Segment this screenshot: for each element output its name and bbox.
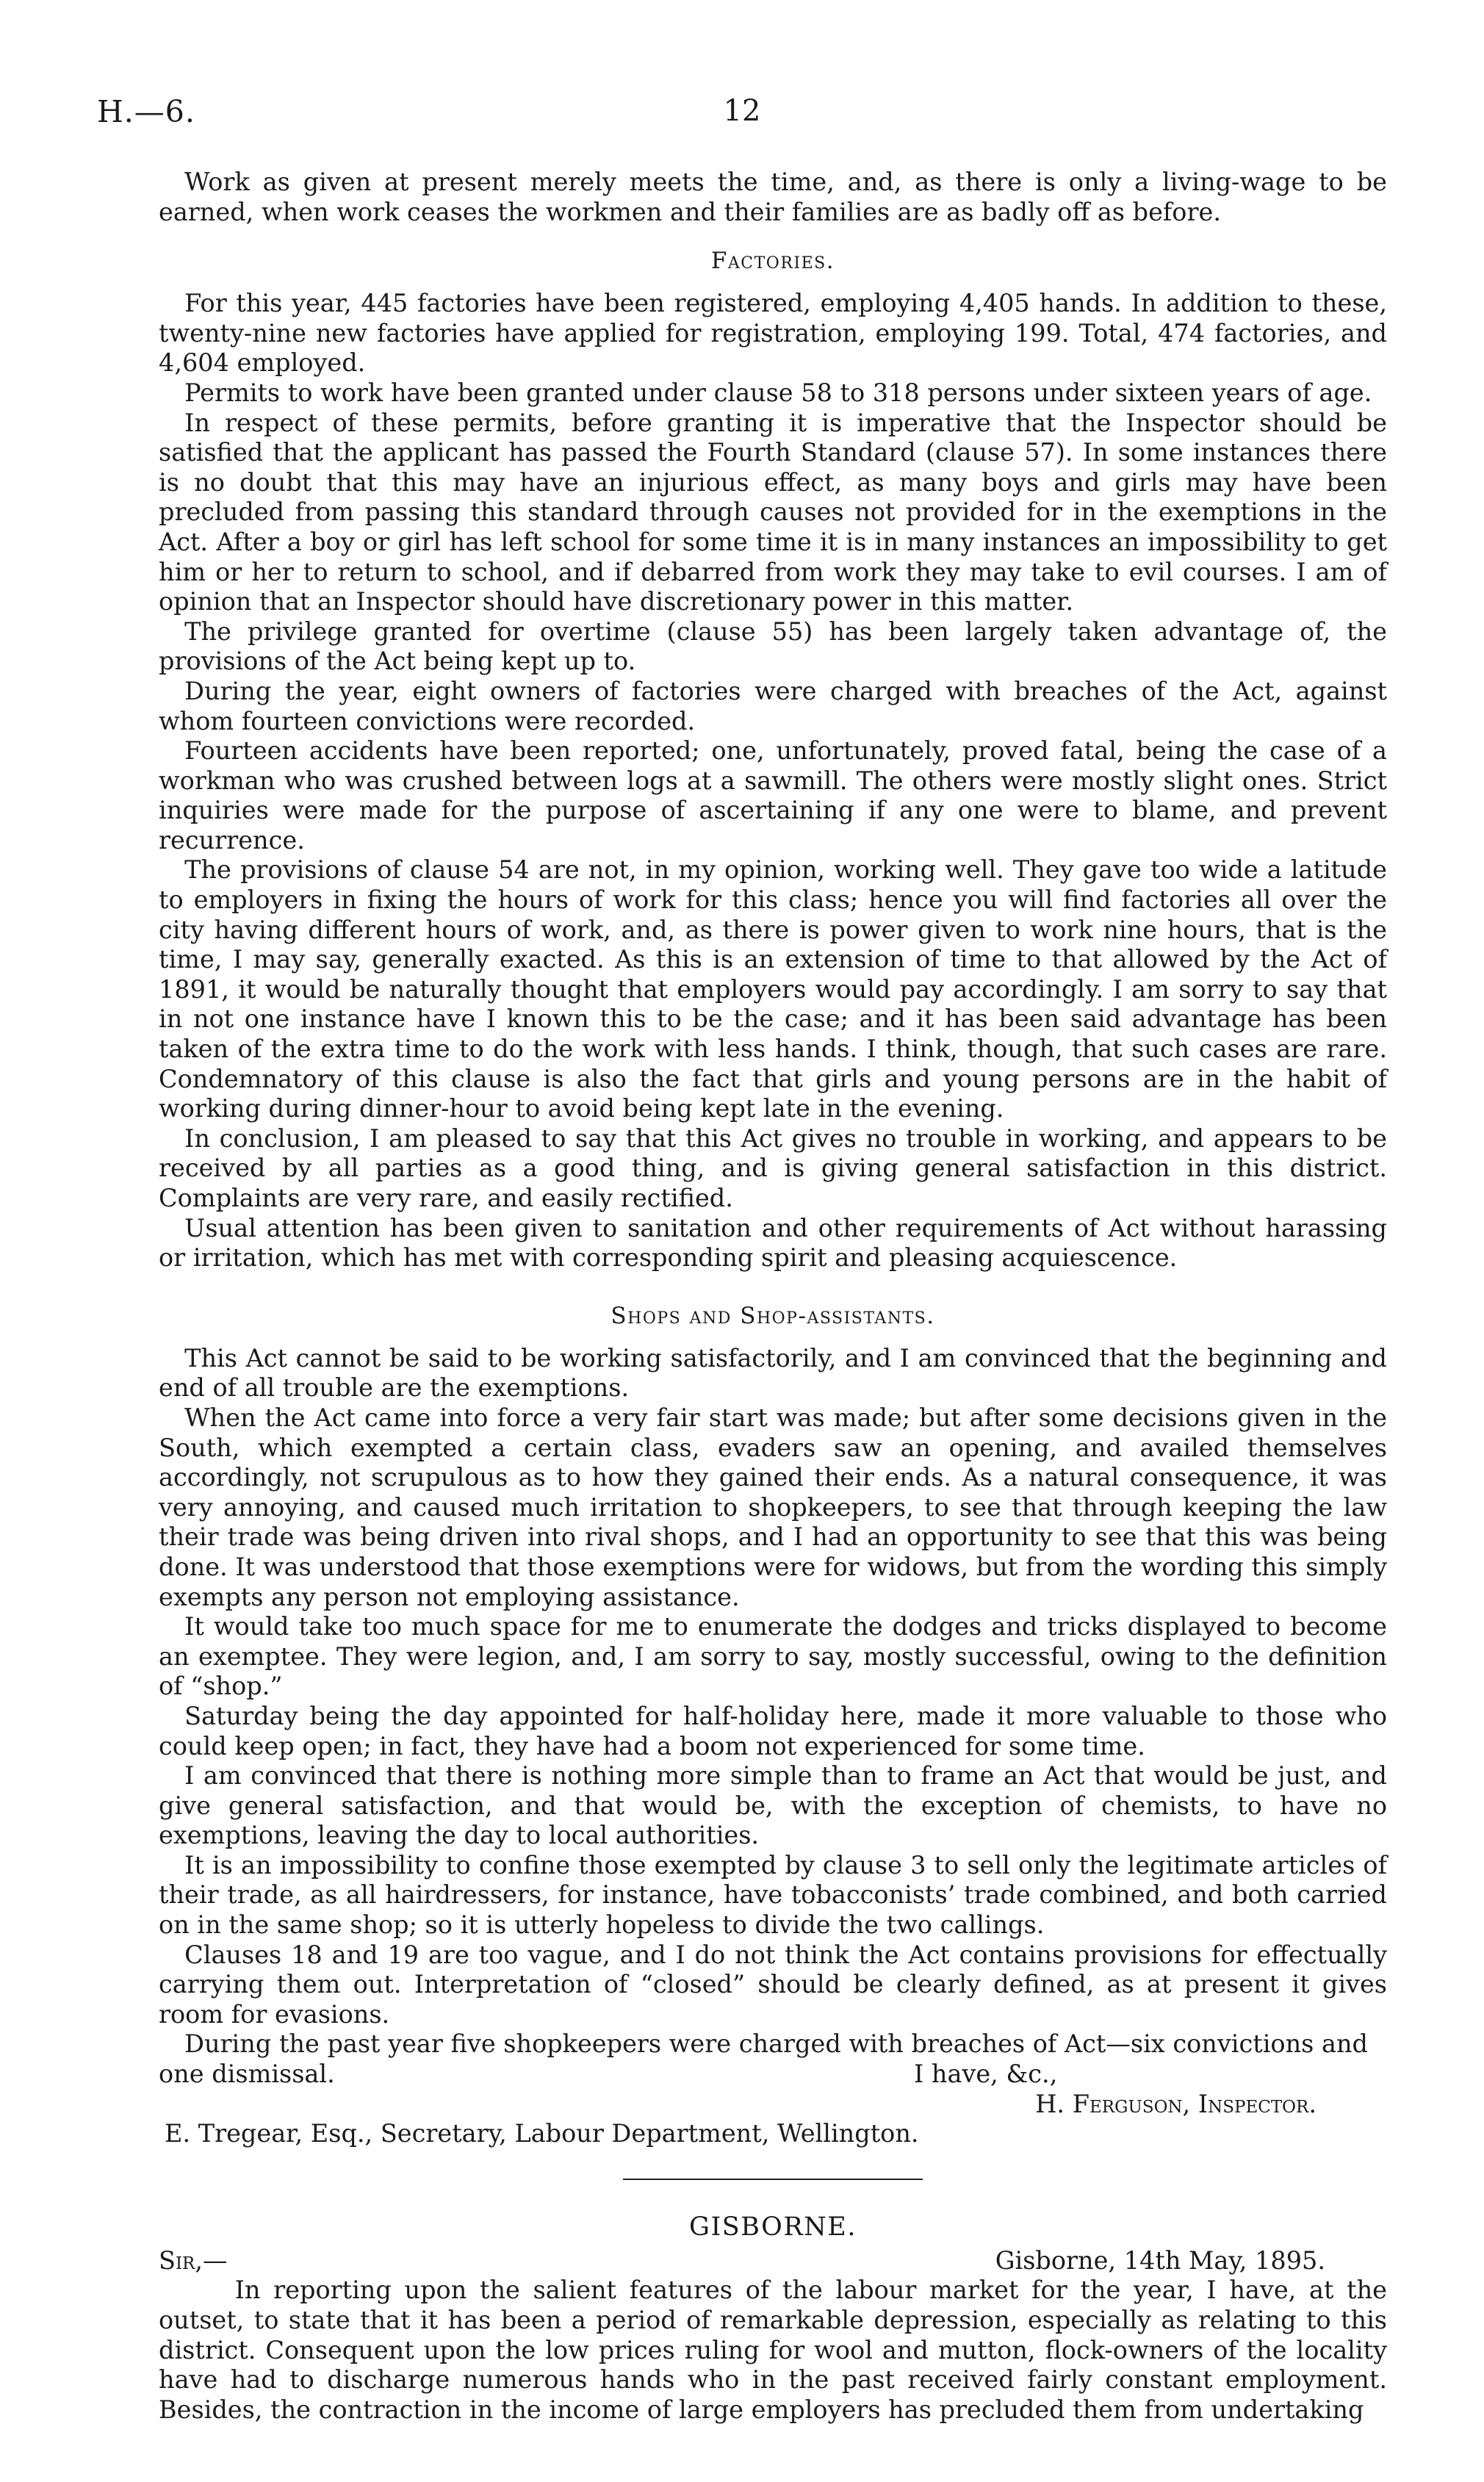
signature: H. Ferguson, Inspector. (1035, 2089, 1316, 2118)
paragraph: During the past year five shopkeepers were charged with breaches of Act—six convictions and (184, 2029, 1369, 2059)
paragraph-end: one dismissal. (159, 2060, 335, 2089)
closing: I have, &c., (914, 2060, 1058, 2089)
paragraph: During the year, eight owners of factories were charged with breaches of the Act, against whom fourteen convictions were recorded. (159, 676, 1387, 735)
paragraph: It would take too much space for me to enumerate the dodges and tricks displayed to become an exemptee. They were legion, and, I am sorry to say, mostly successful, owing to the definition of “shop.” (159, 1612, 1387, 1701)
paragraph: The privilege granted for overtime (clause 55) has been largely taken advantage of, the provisions of the Act being kept up to. (159, 616, 1387, 676)
addressee: E. Tregear, Esq., Secretary, Labour Department, Wellington. (165, 2119, 919, 2148)
paragraph: I am convinced that there is nothing more simple than to frame an Act that would be just, and give general satisfaction, and that would be, with the exception of chemists, to have no exemptions, leaving the day to local authorities. (159, 1761, 1387, 1850)
paragraph: Clauses 18 and 19 are too vague, and I do not think the Act contains provisions for effectually carrying them out. Interpretation of “closed” should be clearly defined, as at present it gives room for evasions. (159, 1940, 1387, 2029)
place-date: Gisborne, 14th May, 1895. (995, 2245, 1325, 2275)
paragraph: In conclusion, I am pleased to say that this Act gives no trouble in working, and appears to be received by all parties as a good thing, and is giving general satisfaction in this district. Complaints are very rare, and easily rectified. (159, 1123, 1387, 1212)
paragraph: Permits to work have been granted under clause 58 to 318 persons under sixteen years of age. (184, 378, 1372, 407)
paragraph: It is an impossibility to confine those exempted by clause 3 to sell only the legitimate articles of their trade, as all hairdressers, for instance, have tobacconists’ trade combined, and both carried on in the same shop; so it is utterly hopeless to divide the two callings. (159, 1850, 1387, 1940)
paragraph: This Act cannot be said to be working satisfactorily, and I am convinced that the beginning and end of all trouble are the exemptions. (159, 1343, 1387, 1403)
paragraph: Usual attention has been given to sanitation and other requirements of Act without harassing or irritation, which has met with corresponding spirit and pleasing acquiescence. (159, 1213, 1387, 1273)
page-header (97, 94, 1387, 138)
salutation: Sir,— (159, 2245, 228, 2275)
paragraph: In reporting upon the salient features of the labour market for the year, I have, at the outset, to state that it has been a period of remarkable depression, especially as relating to this district. Consequent upon the low prices ruling for wool and mutton, flock-owners of the locality have had to discharge numerous hands who in the past received fairly constant employment. Besides, the contraction in the income of large employers has precluded them from undertaking (159, 2276, 1387, 2424)
intro-paragraph: Work as given at present merely meets the time, and, as there is only a living-wage to be earned, when work ceases the workmen and their families are as badly off as before. (159, 168, 1387, 226)
paragraph: For this year, 445 factories have been registered, employing 4,405 hands. In addition to these, twenty-nine new factories have applied for registration, employing 199. Total, 474 factories, and 4,604 employed. (159, 289, 1387, 378)
section-divider (623, 2179, 923, 2180)
paragraph: Fourteen accidents have been reported; one, unfortunately, proved fatal, being the case of a workman who was crushed between logs at a sawmill. The others were mostly slight ones. Strict inquiries were made for the purpose of ascertaining if any one were to blame, and prevent recurrence. (159, 736, 1387, 855)
salutation-line (159, 2246, 1387, 2276)
paragraph: When the Act came into force a very fair start was made; but after some decisions given in the South, which exempted a certain class, evaders saw an opening, and availed themselves accordingly, not scrupulous as to how they gained their ends. As a natural consequence, it was very annoying, and caused much irritation to shopkeepers, to see that through keeping the law their trade was being driven into rival shops, and I had an opportunity to see that this was being done. It was understood that those exemptions were for widows, but from the wording this simply exempts any person not employing assistance. (159, 1403, 1387, 1611)
paragraph: In respect of these permits, before granting it is imperative that the Inspector should be satisfied that the applicant has passed the Fourth Standard (clause 57). In some instances there is no doubt that this may have an injurious effect, as many boys and girls may have been precluded from passing this standard through causes not provided for in the exemptions in the Act. After a boy or girl has left school for some time it is in many instances an impossibility to get him or her to return to school, and if debarred from work they may take to evil courses. I am of opinion that an Inspector should have discretionary power in this matter. (159, 408, 1387, 616)
closing-line (159, 2060, 1387, 2090)
document-reference: H.—6. (97, 94, 195, 129)
section-heading-shops: Shops and Shop-assistants. (610, 1302, 935, 1329)
paragraph: The provisions of clause 54 are not, in my opinion, working well. They gave too wide a latitude to employers in fixing the hours of work for this class; hence you will find factories all over the city having different hours of work, and, as there is power given to work nine hours, that is the time, I may say, generally exacted. As this is an extension of time to that allowed by the Act of 1891, it would be naturally thought that employers would pay accordingly. I am sorry to say that in not one instance have I known this to be the case; and it has been said advantage has been taken of the extra time to do the work with less hands. I think, though, that such cases are rare. Condemnatory of this clause is also the fact that girls and young persons are in the habit of working during dinner-hour to avoid being kept late in the evening. (159, 855, 1387, 1123)
section-heading-factories: Factories. (710, 248, 835, 275)
page-body (159, 168, 1387, 2425)
paragraph: Saturday being the day appointed for half-holiday here, made it more valuable to those who could keep open; in fact, they have had a boom not experienced for some time. (159, 1701, 1387, 1760)
section-title-gisborne: GISBORNE. (689, 2212, 857, 2242)
page-number: 12 (723, 94, 761, 128)
